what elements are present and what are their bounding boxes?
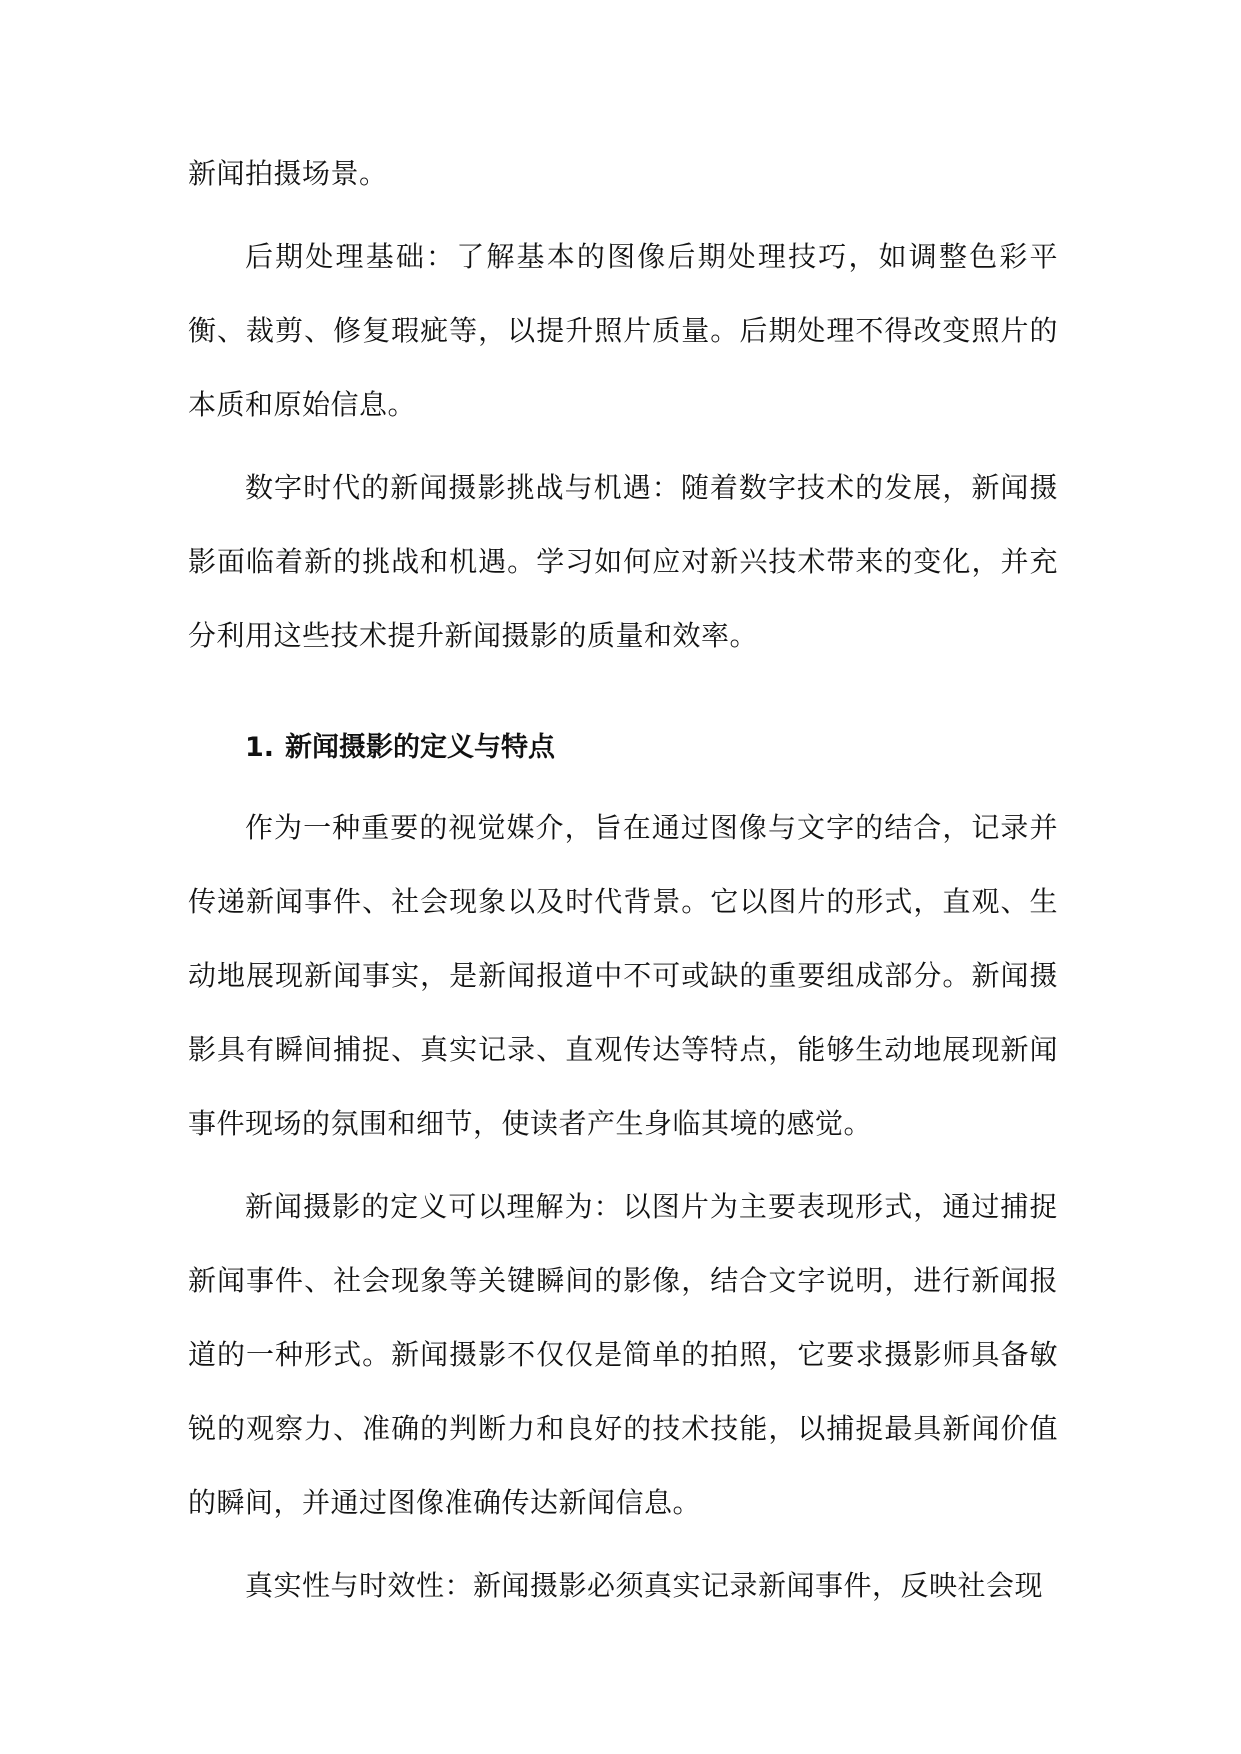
section-heading [188, 711, 1058, 785]
paragraph-definition-intro: 作为一种重要的视觉媒介，旨在通过图像与文字的结合，记录并传递新闻事件、社会现象以及时代背景。它以图片的形式，直观、生动地展现新闻事实，是新闻报道中不可或缺的重要组成部分。新闻摄影具有瞬间捕捉、真实记录、直观传达等特点，能够生动地展现新闻事件现场的氛围和细节，使读者产生身临其境的感觉。 [188, 811, 1058, 1140]
section-title: 新闻摄影的定义与特点 [285, 732, 555, 763]
document-page [188, 137, 1058, 1632]
paragraph-definition: 新闻摄影的定义可以理解为：以图片为主要表现形式，通过捕捉新闻事件、社会现象等关键瞬间的影像，结合文字说明，进行新闻报道的一种形式。新闻摄影不仅仅是简单的拍照，它要求摄影师具备敏锐的观察力、准确的判断力和良好的技术技能，以捕捉最具新闻价值的瞬间，并通过图像准确传达新闻信息。 [188, 1190, 1058, 1519]
section-number: 1. [245, 732, 275, 763]
paragraph-continuation: 新闻拍摄场景。 [188, 157, 388, 190]
paragraph-post-processing: 后期处理基础：了解基本的图像后期处理技巧，如调整色彩平衡、裁剪、修复瑕疵等，以提升照片质量。后期处理不得改变照片的本质和原始信息。 [188, 240, 1058, 421]
paragraph-digital-era: 数字时代的新闻摄影挑战与机遇：随着数字技术的发展，新闻摄影面临着新的挑战和机遇。学习如何应对新兴技术带来的变化，并充分利用这些技术提升新闻摄影的质量和效率。 [188, 471, 1058, 652]
paragraph-authenticity: 真实性与时效性：新闻摄影必须真实记录新闻事件，反映社会现 [245, 1569, 1044, 1602]
